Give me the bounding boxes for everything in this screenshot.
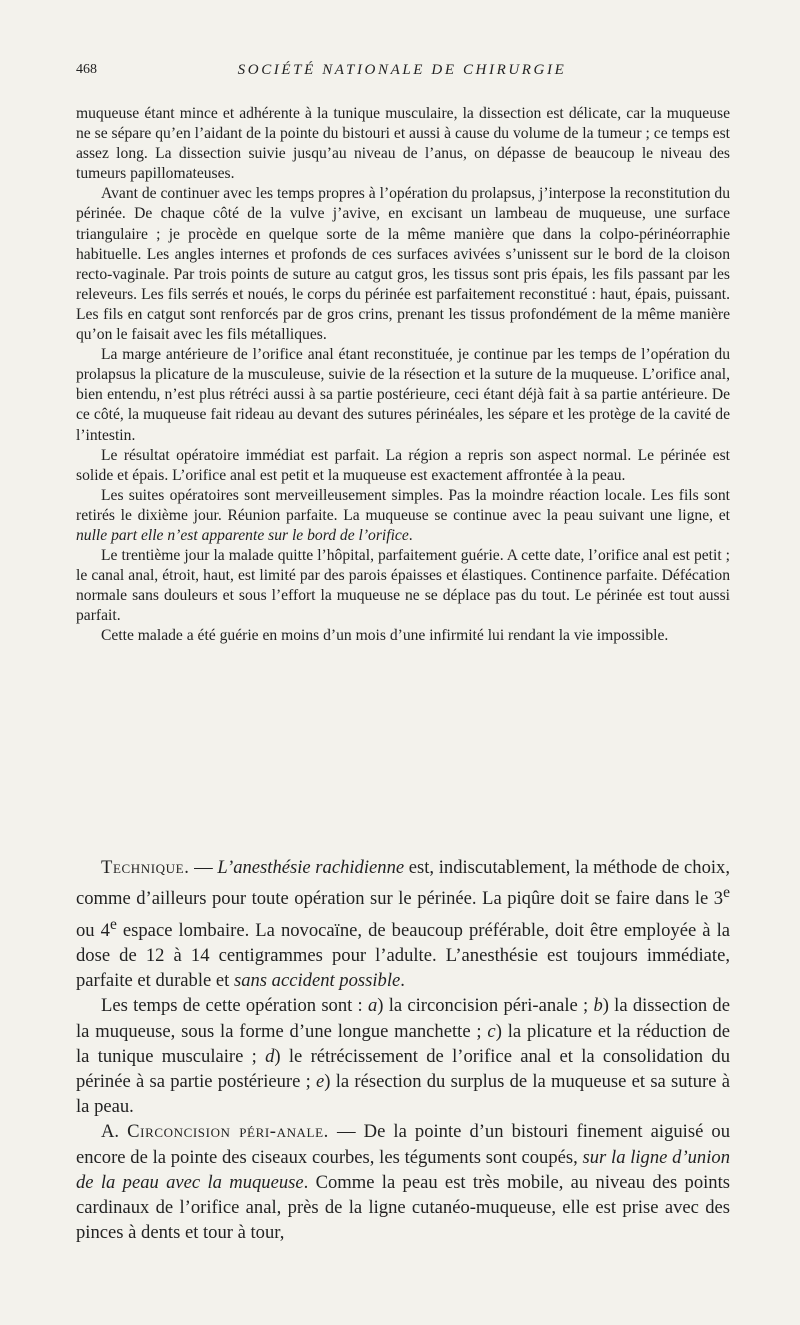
step-letter: e: [316, 1071, 325, 1092]
paragraph: Le résultat opératoire immédiat est parfait. La région a repris son aspect normal. Le périnée est solide et épais. L’orifice anal est petit et la muqueuse est exactement affrontée à la peau.: [76, 446, 730, 484]
paragraph-text: ) la plicature et la réduction de la tunique musculaire ;: [76, 1020, 730, 1067]
step-letter: c: [487, 1020, 496, 1042]
paragraph-text: — De la pointe d’un bistouri finement aiguisé ou encore de la pointe des ciseaux courbes, les téguments sont coupés,: [76, 1121, 731, 1168]
paragraph-text: . Comme la peau est très mobile, au niveau des points cardinaux de l’orifice anal, près de la ligne cutanéo-muqueuse, elle est prise avec des pinces à dents et tour à tour,: [76, 1171, 730, 1244]
paragraph-text: espace lombaire. La novocaïne, de beaucoup préférable, doit être employée à la dose de 12 à 14 centigrammes pour l’adulte. L’anesthésie est toujours immédiate, parfaite et durable et: [76, 919, 730, 992]
paragraph-text: ) la résection du surplus de la muqueuse et sa suture à la peau.: [76, 1071, 730, 1118]
section-a-paragraph: [76, 1119, 730, 1245]
italic-phrase: sans accident possible: [233, 970, 401, 992]
paragraph: Avant de continuer avec les temps propres à l’opération du prolapsus, j’interpose la reconstitution du périnée. De chaque côté de la vulve j’avive, en excisant un lambeau de muqueuse, une surface triangulaire ; je procède en quelque sorte de la même manière que dans la colpo-périnéorraphie habituelle. Les angles internes et profonds de ces surfaces avivées s’unissent sur le bord de la cloison recto-vaginale. Par trois points de suture au catgut gros, les tissus sont pris épais, les fils passant par les releveurs. Les fils serrés et noués, le corps du périnée est parfaitement reconstitué : haut, épais, puissant. Les fils en catgut sont renforcés par de gros crins, prenant les tissus profondément de la même manière qu’on le faisait avec les fils métalliques.: [76, 185, 730, 344]
italic-phrase: sur la ligne d’union de la peau avec la muqueuse: [76, 1146, 730, 1193]
paragraph-text: ) le rétrécissement de l’orifice anal et la consolidation du périnée à sa partie postérieure ;: [76, 1045, 730, 1092]
dash: —: [189, 857, 218, 878]
italic-phrase: L’anesthésie rachidienne: [217, 857, 405, 878]
paragraph: [76, 486, 730, 546]
paragraph-end: .: [408, 526, 413, 544]
technique-heading: Technique.: [101, 857, 190, 878]
case-report-text: [76, 104, 730, 647]
paragraph: Cette malade a été guérie en moins d’un mois d’une infirmité lui rendant la vie impossible.: [101, 627, 669, 645]
step-letter: a: [367, 995, 378, 1017]
technique-section: [76, 855, 730, 1245]
technique-paragraph: [76, 855, 730, 993]
running-title: SOCIÉTÉ NATIONALE DE CHIRURGIE: [237, 62, 567, 78]
paragraph-text: ou 4: [76, 919, 110, 941]
paragraph: Le trentième jour la malade quitte l’hôpital, parfaitement guérie. A cette date, l’orifice anal est petit ; le canal anal, étroit, haut, est limité par des parois épaisses et élastiques. Continence parfaite. Défécation normale sans douleurs et sous l’effort la muqueuse ne se déplace pas du tout. Le périnée est tout aussi parfait.: [76, 547, 730, 625]
section-a-heading: Circoncision péri-anale.: [127, 1121, 329, 1143]
superscript: e: [109, 915, 117, 933]
superscript: e: [723, 884, 730, 902]
paragraph: muqueuse étant mince et adhérente à la tunique musculaire, la dissection est délicate, car la muqueuse ne se sépare qu’en l’aidant de la pointe du bistouri et aussi à cause du volume de la tumeur ; ce temps est assez long. La dissection suivie jusqu’au niveau de l’anus, on dépasse de beaucoup le niveau des tumeurs papillomateuses.: [76, 105, 730, 183]
paragraph: La marge antérieure de l’orifice anal étant reconstituée, je continue par les temps de l’opération du prolapsus la plicature de la musculeuse, suivie de la résection et la suture de la muqueuse. L’orifice anal, bien entendu, n’est plus rétréci aussi à sa partie postérieure, ceci étant déjà fait à sa partie antérieure. De ce côté, la muqueuse fait rideau au devant des sutures périnéales, les sépare et les protège de la cavité de l’intestin.: [76, 346, 730, 444]
paragraph-text: Les temps de cette opération sont :: [101, 995, 368, 1017]
step-letter: d: [265, 1045, 275, 1067]
page-header: [76, 62, 728, 84]
paragraph-text: ) la circoncision péri-anale ;: [377, 995, 594, 1017]
paragraph-text: ) la dissection de la muqueuse, sous la forme d’une longue manchette ;: [76, 995, 730, 1042]
step-letter: b: [593, 995, 603, 1017]
page-number: 468: [76, 62, 97, 77]
paragraph-text: est, indiscutablement, la méthode de choix, comme d’ailleurs pour toute opération sur le périnée. La piqûre doit se faire dans le 3: [76, 857, 730, 910]
italic-phrase: nulle part elle n’est apparente sur le bord de l’orifice: [76, 526, 409, 544]
paragraph-end: .: [400, 970, 405, 992]
steps-paragraph: [76, 993, 730, 1119]
paragraph-text: Les suites opératoires sont merveilleusement simples. Pas la moindre réaction locale. Les fils sont retirés le dixième jour. Réunion parfaite. La muqueuse se continue avec la peau suivant une ligne, et: [76, 486, 730, 524]
section-label: A.: [101, 1121, 128, 1143]
